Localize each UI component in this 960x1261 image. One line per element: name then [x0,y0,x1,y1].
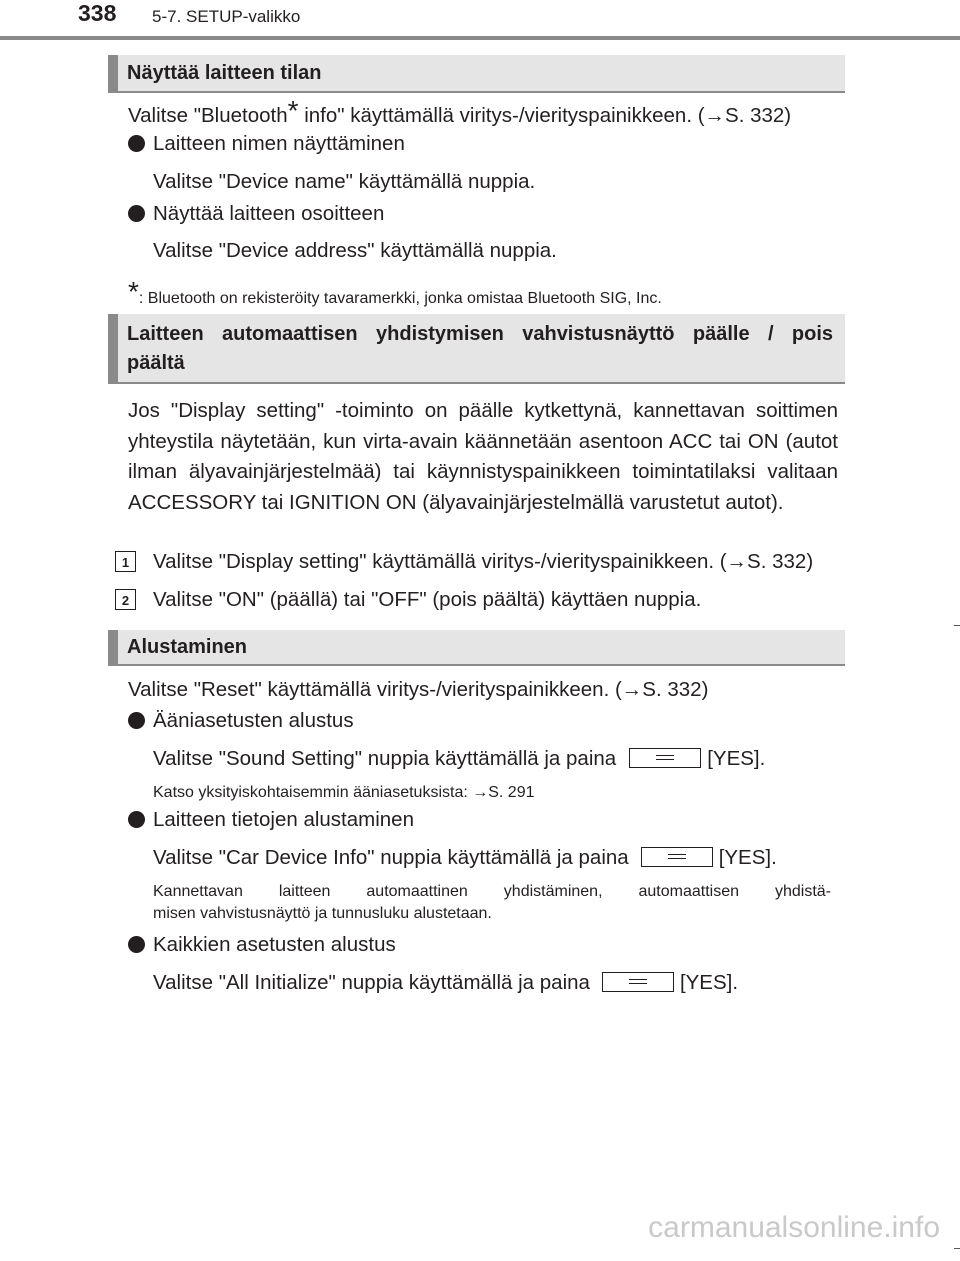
step-2: Valitse "ON" (päällä) tai "OFF" (pois päältä) käyttäen nuppia. [153,588,702,611]
s3-bullet-2-text: Valitse "Car Device Info" nuppia käyttämällä ja paina [YES]. [153,846,777,869]
s3-bullet-1-note: Katso yksityiskohtaisemmin ääniasetuksista: →S. 291 [153,784,535,801]
s1-bullet-2: Näyttää laitteen osoitteen [153,202,385,225]
bullet-icon [128,936,145,953]
bullet-icon [128,811,145,828]
step-1: Valitse "Display setting" käyttämällä viritys-/vierityspainikkeen. (→S. 332) [153,550,814,573]
bullet-icon [128,205,145,222]
section-title: 5-7. SETUP-valikko [152,7,301,26]
page-number: 338 [78,0,117,26]
watermark: carmanualsonline.info [648,1211,940,1244]
s1-intro: Valitse "Bluetooth* info" käyttämällä viritys-/vierityspainikkeen. (→S. 332) [128,95,792,127]
s1-bullet-1: Laitteen nimen näyttäminen [153,132,405,155]
s3-bullet-2-note-1: Kannettavan laitteen automaattinen yhdistäminen, automaattisen yhdistä- [153,883,831,900]
heading-device-status: Näyttää laitteen tilan [108,55,845,93]
heading-auto-connect [108,314,845,384]
s3-bullet-1: Ääniasetusten alustus [153,709,354,732]
enter-button-icon [602,972,674,992]
heading-reset: Alustaminen [108,630,845,666]
s1-bullet-2-text: Valitse "Device address" käyttämällä nuppia. [153,239,557,262]
header-rule [0,36,960,40]
step-number-1: 1 [115,551,136,572]
enter-button-icon [629,748,701,768]
s3-bullet-3-text: Valitse "All Initialize" nuppia käyttämällä ja paina [YES]. [153,971,739,994]
s3-intro: Valitse "Reset" käyttämällä viritys-/vierityspainikkeen. (→S. 332) [128,678,709,701]
heading-line-1: Laitteen automaattisen yhdistymisen vahvistusnäyttö päälle / pois [127,323,833,345]
page-header [0,0,960,40]
s2-paragraph: Jos "Display setting" -toiminto on päälle kytkettynä, kannettavan soittimen yhteystila näytetään, kun virta-avain käännetään asentoon ACC tai ON (autot ilman älyavainjärjestelmää) tai käynnistyspainikkeen toimintatilaksi valitaan ACCESSORY tai IGNITION ON (älyavainjärjestelmällä varustetut autot). [128,399,838,514]
edge-mark [954,625,960,626]
bullet-icon [128,135,145,152]
step-number-2: 2 [115,589,136,610]
edge-mark [954,1248,960,1249]
enter-button-icon [641,847,713,867]
footnote: *: Bluetooth on rekisteröity tavaramerkki, jonka omistaa Bluetooth SIG, Inc. [128,276,662,307]
s3-bullet-2: Laitteen tietojen alustaminen [153,808,414,831]
s1-bullet-1-text: Valitse "Device name" käyttämällä nuppia. [153,170,536,193]
s3-bullet-2-note-2: misen vahvistusnäyttö ja tunnusluku alustetaan. [153,905,492,922]
s3-bullet-3: Kaikkien asetusten alustus [153,933,396,956]
heading-line-2: päältä [127,352,185,374]
s3-bullet-1-text: Valitse "Sound Setting" nuppia käyttämällä ja paina [YES]. [153,747,766,770]
bullet-icon [128,712,145,729]
